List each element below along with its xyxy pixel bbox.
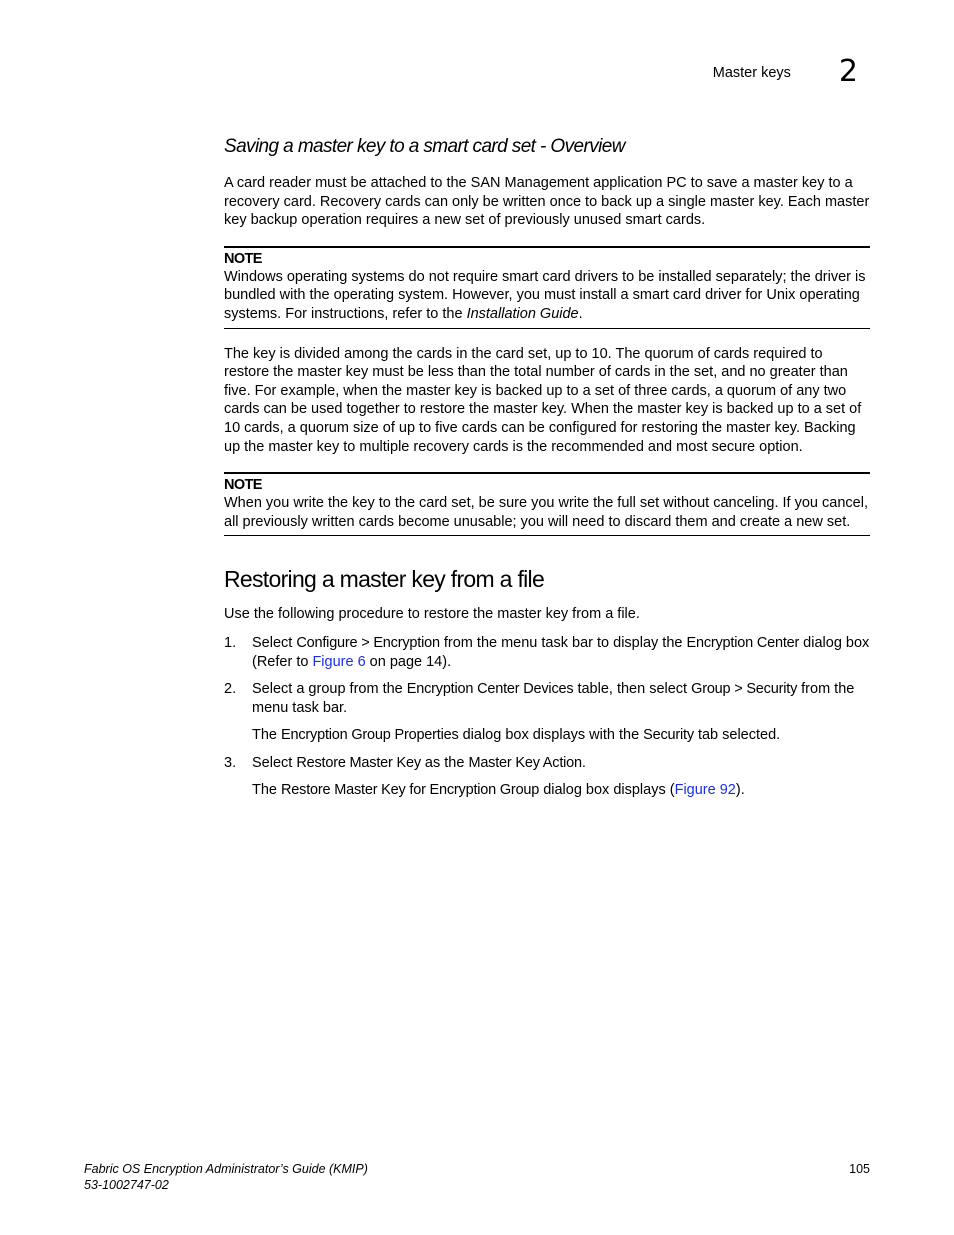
step-result-text: The Encryption Group Properties dialog box displays with the Security tab selected. xyxy=(252,727,781,744)
restore-heading: Restoring a master key from a file xyxy=(224,566,545,593)
installation-guide-reference: Installation Guide xyxy=(466,305,579,322)
procedure-step xyxy=(224,634,870,671)
figure-92-link[interactable]: Figure 92 xyxy=(674,782,736,799)
procedure-step xyxy=(224,680,870,745)
quorum-paragraph: The key is divided among the cards in the card set, up to 10. The quorum of cards required to restore the master key must be less than the total number of cards in the set, and no greater than five. For example, when the master key is backed up to a set of three cards, a quorum of any two cards can be used together to restore the master key. When the master key is backed up to a set of 10 cards, a quorum size of up to five cards can be configured for restoring the master key. Backing up the master key to multiple recovery cards is the recommended and most secure option. xyxy=(224,345,862,455)
page-header xyxy=(712,54,858,89)
figure-6-link[interactable]: Figure 6 xyxy=(312,653,366,670)
option-name-restore-master-key: Restore Master Key xyxy=(296,754,421,771)
menu-path-configure-encryption: Configure > Encryption xyxy=(296,634,440,651)
step-text: Select a group from the Encryption Center Devices table, then select Group > Security from the menu task bar. xyxy=(252,681,855,716)
step-text: Select Restore Master Key as the Master Key Action. xyxy=(252,754,586,771)
note-text: When you write the key to the card set, be sure you write the full set without canceling. If you cancel, all previously written cards become unusable; you will need to discard them and create a new set. xyxy=(224,495,868,530)
note-label: NOTE xyxy=(224,250,262,267)
step-number: 2. xyxy=(224,681,237,698)
overview-intro-paragraph: A card reader must be attached to the SAN Management application PC to save a master key to a recovery card. Recovery cards can only be written once to back up a single master key. Each master key backup operation requires a new set of previously unused smart cards. xyxy=(224,175,870,229)
note-label: NOTE xyxy=(224,477,262,494)
step-text: Select Configure > Encryption from the menu task bar to display the Encryption Center dialog box (Refer to Figure 6 on page 14). xyxy=(252,634,870,670)
dialog-name-encryption-center: Encryption Center xyxy=(686,634,800,651)
page-footer xyxy=(84,1161,870,1193)
step-body xyxy=(252,634,870,671)
step-result-text: The Restore Master Key for Encryption Group dialog box displays (Figure 92). xyxy=(252,782,745,799)
step-body xyxy=(252,754,870,800)
restore-intro-paragraph: Use the following procedure to restore the master key from a file. xyxy=(224,606,640,623)
header-section-title: Master keys xyxy=(712,65,791,81)
footer-document-number: 53-1002747-02 xyxy=(84,1178,169,1192)
header-chapter-number: 2 xyxy=(838,54,858,89)
dialog-name-restore-master-key: Restore Master Key for Encryption Group xyxy=(281,782,540,799)
footer-page-number: 105 xyxy=(849,1162,870,1176)
tab-name-security: Security xyxy=(643,727,694,744)
footer-document-title: Fabric OS Encryption Administrator’s Guide (KMIP) xyxy=(84,1162,368,1176)
note-text: Windows operating systems do not require smart card drivers to be installed separately; the driver is bundled with the operating system. However, you must install a smart card driver for Unix operating systems. For instructions, refer to the Installation Guide. xyxy=(224,268,866,322)
overview-heading: Saving a master key to a smart card set - Overview xyxy=(224,136,625,157)
menu-path-group-security: Group > Security xyxy=(691,681,798,698)
step-number: 1. xyxy=(224,634,237,651)
field-name-master-key-action: Master Key Action xyxy=(468,754,582,771)
dialog-name-encryption-group-properties: Encryption Group Properties xyxy=(281,727,459,744)
note-box-cancel xyxy=(224,472,870,536)
procedure-step xyxy=(224,754,870,800)
step-number: 3. xyxy=(224,754,237,771)
step-body xyxy=(252,680,870,745)
page-content xyxy=(224,134,870,809)
note-box-drivers xyxy=(224,246,870,329)
table-name-encryption-center-devices: Encryption Center Devices xyxy=(406,681,574,698)
